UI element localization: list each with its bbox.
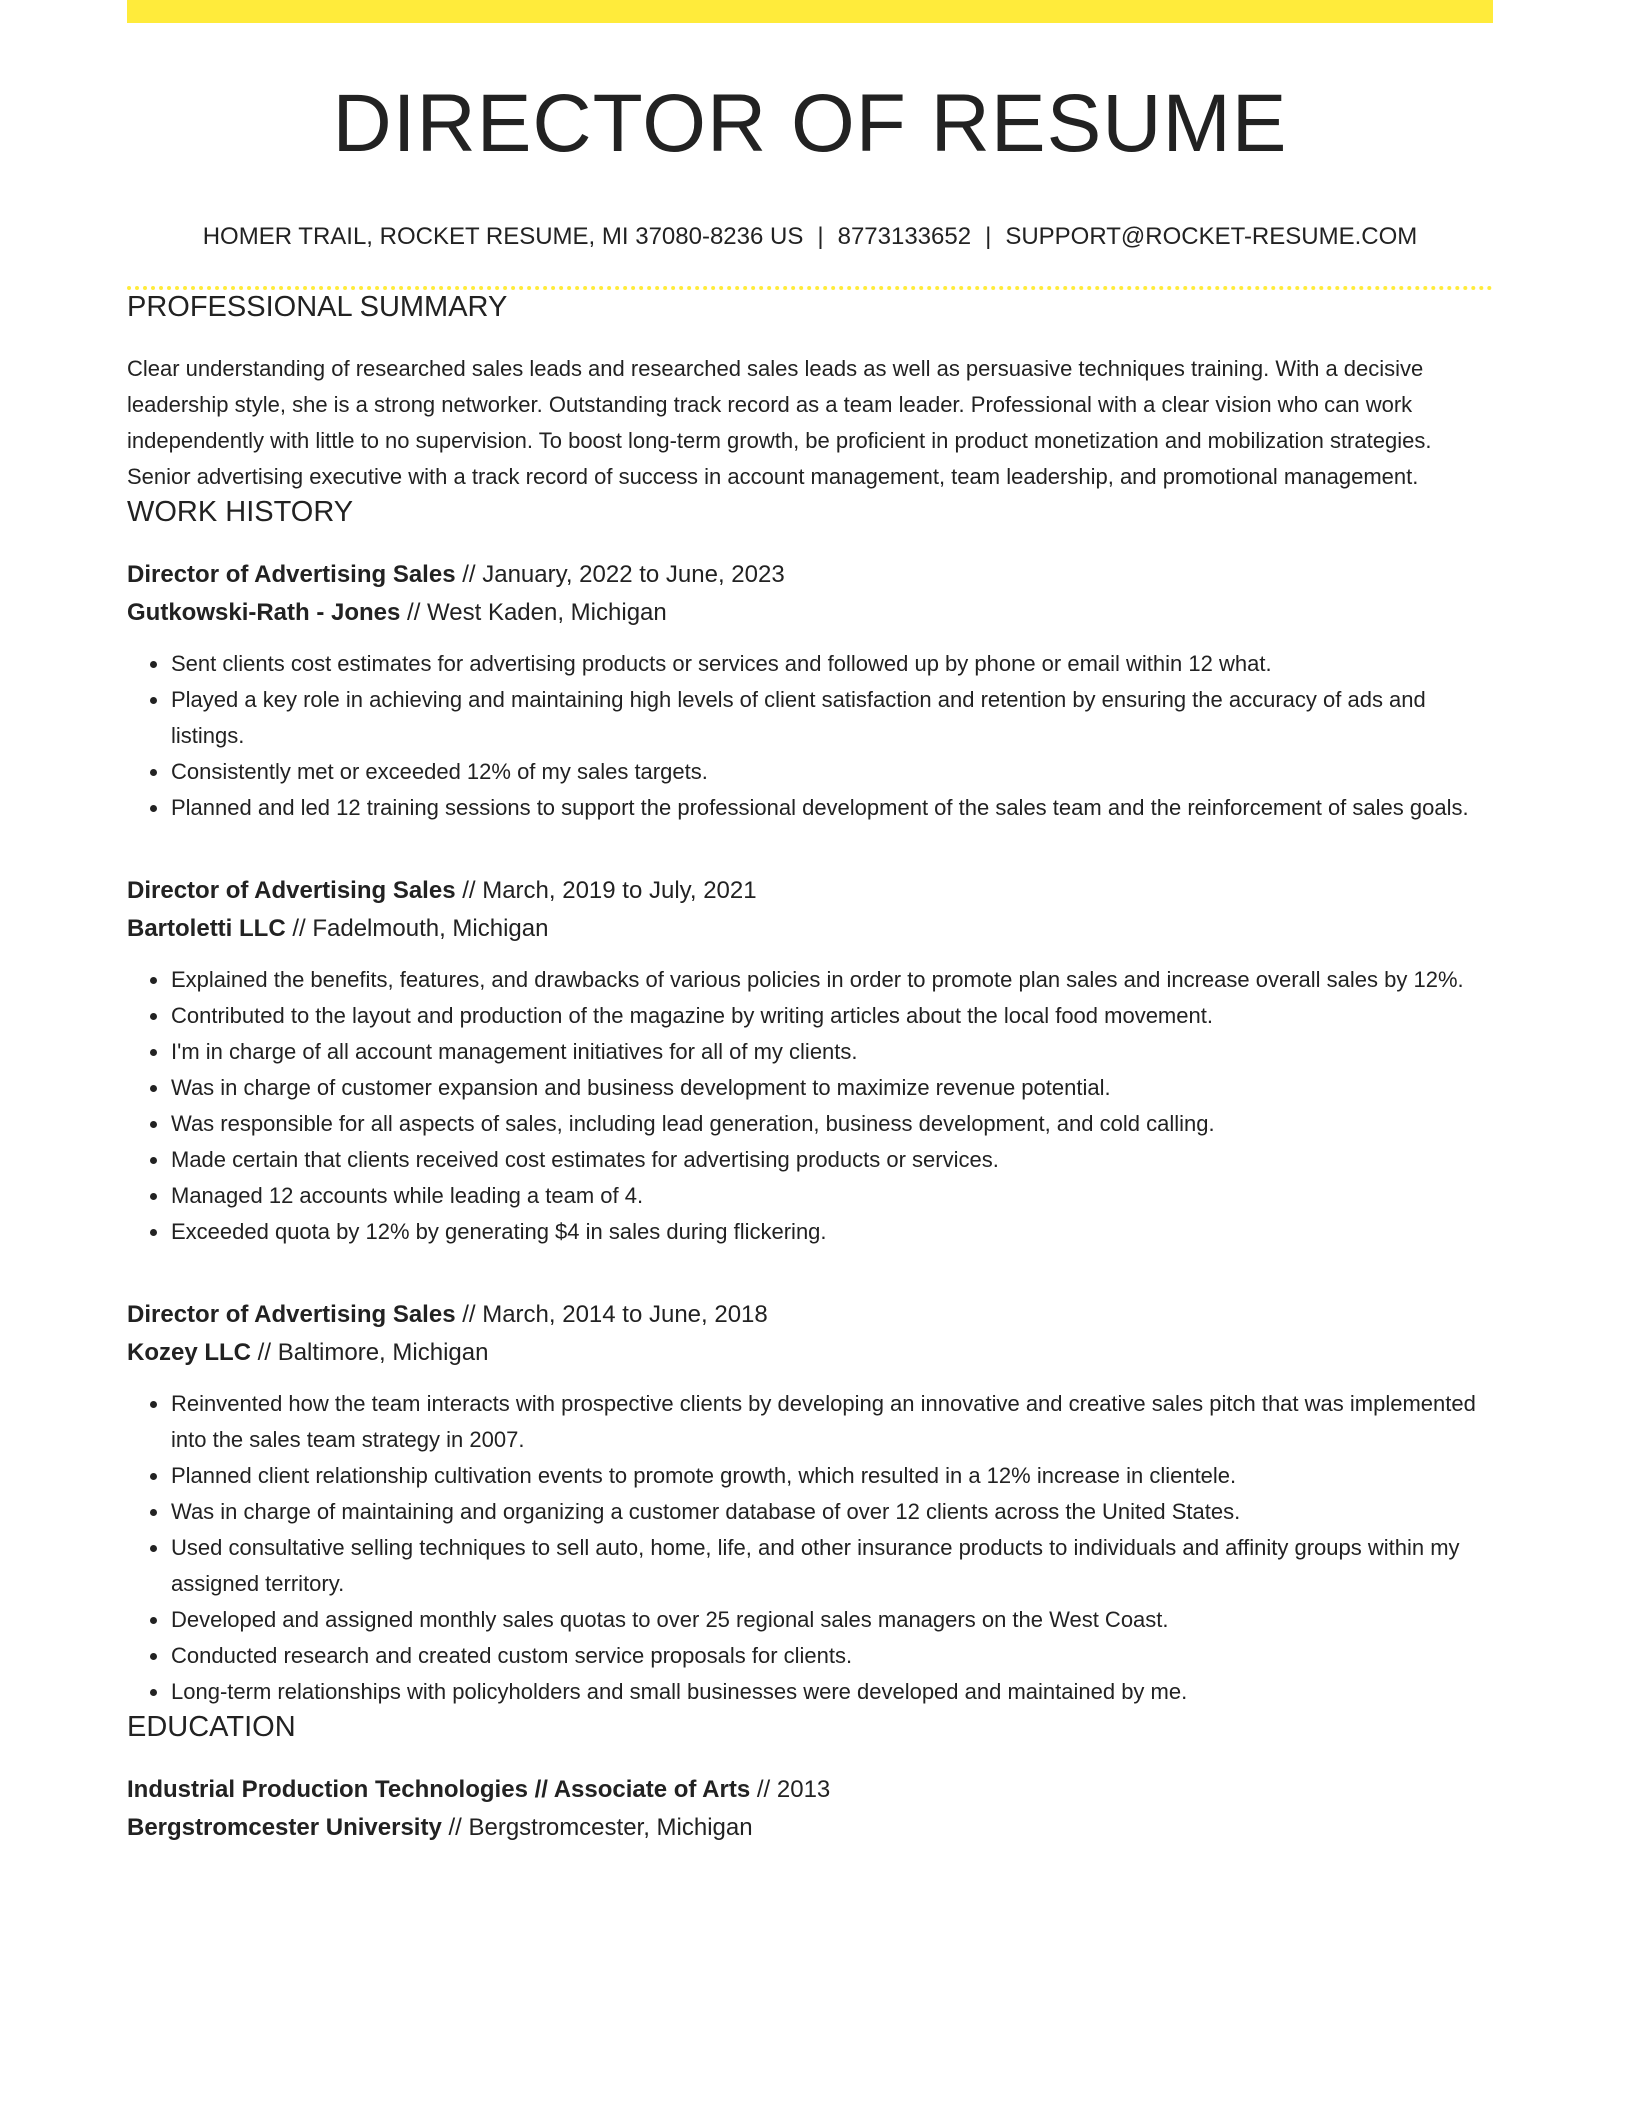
- job-title-line: [127, 556, 1493, 594]
- job-bullet: • Used consultative selling techniques to sell auto, home, life, and other insurance products to individuals and affinity groups within my assigned territory.: [170, 1530, 1493, 1602]
- job-title: Director of Advertising Sales: [127, 560, 456, 588]
- job-bullets: [127, 962, 1493, 1250]
- job-bullet: • Was in charge of customer expansion and business development to maximize revenue potential.: [170, 1070, 1493, 1106]
- job-bullet: • Made certain that clients received cost estimates for advertising products or services.: [170, 1142, 1493, 1178]
- job-bullet: • Planned client relationship cultivation events to promote growth, which resulted in a 12% increase in clientele.: [170, 1458, 1493, 1494]
- job-company: Kozey LLC: [127, 1338, 252, 1366]
- job-title-line: [127, 1296, 1493, 1334]
- education-school: Bergstromcester University: [127, 1813, 442, 1841]
- job-bullet: • Planned and led 12 training sessions to support the professional development of the sales team and the reinforcement of sales goals.: [170, 790, 1493, 826]
- job-dates: // March, 2014 to June, 2018: [455, 1300, 768, 1328]
- job-bullet: • Exceeded quota by 12% by generating $4 in sales during flickering.: [170, 1214, 1493, 1250]
- job-bullet: • Contributed to the layout and production of the magazine by writing articles about the local food movement.: [170, 998, 1493, 1034]
- education-degree: Industrial Production Technologies // Associate of Arts: [127, 1775, 751, 1803]
- education-school-line: [127, 1809, 1493, 1847]
- education-year: // 2013: [750, 1775, 831, 1803]
- education-heading: EDUCATION: [127, 1710, 296, 1743]
- contact-email: SUPPORT@ROCKET-RESUME.COM: [1005, 223, 1418, 251]
- job-bullet: • Managed 12 accounts while leading a team of 4.: [170, 1178, 1493, 1214]
- job-title: Director of Advertising Sales: [127, 1300, 456, 1328]
- job-entry: [127, 556, 1493, 826]
- job-dates: // January, 2022 to June, 2023: [455, 560, 785, 588]
- job-bullet: • I'm in charge of all account management initiatives for all of my clients.: [170, 1034, 1493, 1070]
- job-location: // Baltimore, Michigan: [251, 1338, 489, 1366]
- job-bullet: • Developed and assigned monthly sales quotas to over 25 regional sales managers on the West Coast.: [170, 1602, 1493, 1638]
- contact-separator: |: [985, 223, 992, 251]
- job-entry: [127, 1296, 1493, 1710]
- education-degree-line: [127, 1771, 1493, 1809]
- contact-line: [127, 221, 1493, 252]
- summary-heading: PROFESSIONAL SUMMARY: [127, 291, 508, 324]
- job-location: // West Kaden, Michigan: [400, 598, 667, 626]
- job-company-line: [127, 1334, 1493, 1372]
- summary-text: Clear understanding of researched sales leads and researched sales leads as well as persuasive techniques training. With a decisive leadership style, she is a strong networker. Outstanding track record as a team leader. Professional with a clear vision who can work independently with little to no supervision. To boost long-term growth, be proficient in product monetization and mobilization strategies. Senior advertising executive with a track record of success in account management, team leadership, and promotional management.: [127, 356, 1432, 490]
- job-entry: [127, 872, 1493, 1250]
- job-bullet: • Consistently met or exceeded 12% of my sales targets.: [170, 754, 1493, 790]
- work-history-heading: WORK HISTORY: [127, 496, 354, 529]
- accent-top-bar: [127, 0, 1493, 23]
- job-location: // Fadelmouth, Michigan: [285, 914, 549, 942]
- education-entry: [127, 1771, 1493, 1847]
- job-bullet: • Conducted research and created custom service proposals for clients.: [170, 1638, 1493, 1674]
- job-bullet: • Was responsible for all aspects of sales, including lead generation, business development, and cold calling.: [170, 1106, 1493, 1142]
- job-title-line: [127, 872, 1493, 910]
- job-company: Gutkowski-Rath - Jones: [127, 598, 401, 626]
- resume-page: [127, 0, 1493, 1847]
- job-dates: // March, 2019 to July, 2021: [455, 876, 757, 904]
- job-bullet: • Explained the benefits, features, and drawbacks of various policies in order to promote plan sales and increase overall sales by 12%.: [170, 962, 1493, 998]
- job-bullet: • Reinvented how the team interacts with prospective clients by developing an innovative and creative sales pitch that was implemented into the sales team strategy in 2007.: [170, 1386, 1493, 1458]
- job-bullet: • Played a key role in achieving and maintaining high levels of client satisfaction and retention by ensuring the accuracy of ads and listings.: [170, 682, 1493, 754]
- job-title: Director of Advertising Sales: [127, 876, 456, 904]
- job-company-line: [127, 594, 1493, 632]
- job-bullet: • Long-term relationships with policyholders and small businesses were developed and maintained by me.: [170, 1674, 1493, 1710]
- job-bullet: • Was in charge of maintaining and organizing a customer database of over 12 clients across the United States.: [170, 1494, 1493, 1530]
- job-bullets: [127, 646, 1493, 826]
- job-company-line: [127, 910, 1493, 948]
- job-bullets: [127, 1386, 1493, 1710]
- job-company: Bartoletti LLC: [127, 914, 286, 942]
- contact-address: HOMER TRAIL, ROCKET RESUME, MI 37080-8236 US: [202, 223, 804, 251]
- education-location: // Bergstromcester, Michigan: [441, 1813, 753, 1841]
- job-bullet: • Sent clients cost estimates for advertising products or services and followed up by phone or email within 12 what.: [170, 646, 1493, 682]
- contact-separator: |: [817, 223, 824, 251]
- resume-name: DIRECTOR OF RESUME: [332, 78, 1288, 169]
- contact-phone: 8773133652: [837, 223, 972, 251]
